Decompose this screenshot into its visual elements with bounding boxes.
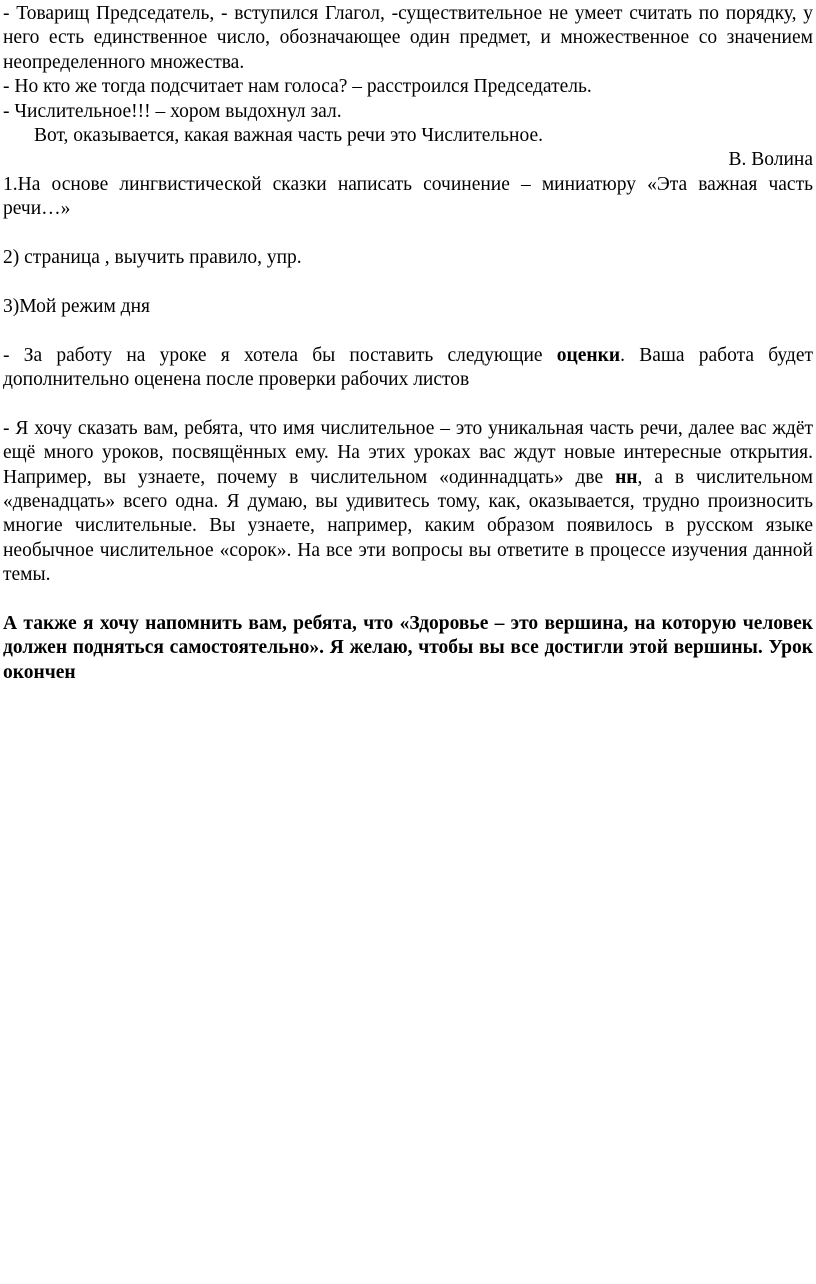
grades-text-end: . Ваша работа будет дополнительно оценена после проверки рабочих листов bbox=[3, 344, 813, 391]
author-signature: В. Волина bbox=[728, 149, 813, 171]
dialogue-conclusion: Вот, оказывается, какая важная часть речи это Числительное. bbox=[34, 125, 543, 147]
spacer bbox=[3, 392, 813, 416]
grades-paragraph bbox=[3, 344, 813, 393]
document-page bbox=[3, 2, 813, 685]
grades-keyword: оценки bbox=[556, 344, 621, 366]
spacer bbox=[3, 270, 813, 294]
grades-text-start: - За работу на уроке я хотела бы поставить следующие bbox=[3, 344, 557, 366]
closing-paragraph bbox=[3, 417, 813, 588]
closing-text-end: , а в числительном «двенадцать» всего одна. Я думаю, вы удивитесь тому, как, оказывается, трудно произносить многие числительные. Вы узнаете, например, каким образом появилось в русском языке необычное числительное «сорок». На все эти вопросы вы ответите в процессе изучения данной темы. bbox=[3, 466, 813, 586]
final-wish-paragraph: А также я хочу напомнить вам, ребята, что «Здоровье – это вершина, на которую человек должен подняться самостоятельно». Я желаю, чтобы вы все достигли этой вершины. Урок окончен bbox=[3, 613, 813, 683]
spacer bbox=[3, 319, 813, 343]
spacer bbox=[3, 588, 813, 612]
homework-task-3: 3)Мой режим дня bbox=[3, 295, 151, 317]
closing-text-start: - Я хочу сказать вам, ребята, что имя числительное – это уникальная часть речи, далее вас ждёт ещё много уроков, посвящённых ему. На этих уроках вас ждут новые интересные открытия. Например, вы узнаете, почему в числительном «одиннадцать» две bbox=[3, 417, 813, 488]
closing-keyword: нн bbox=[615, 466, 638, 488]
dialogue-line-glagol: - Товарищ Председатель, - вступился Глагол, -существительное не умеет считать по порядку, у него есть единственное число, обозначающее один предмет, и множественное со значением неопределенного множества. bbox=[3, 3, 813, 73]
homework-task-1: 1.На основе лингвистической сказки написать сочинение – миниатюру «Эта важная часть речи…» bbox=[3, 173, 813, 220]
dialogue-line-predsedatel: - Но кто же тогда подсчитает нам голоса? – расстроился Председатель. bbox=[3, 76, 592, 98]
homework-task-2: 2) страница , выучить правило, упр. bbox=[3, 247, 302, 269]
spacer bbox=[3, 222, 813, 246]
dialogue-line-zal: - Числительное!!! – хором выдохнул зал. bbox=[3, 100, 342, 122]
